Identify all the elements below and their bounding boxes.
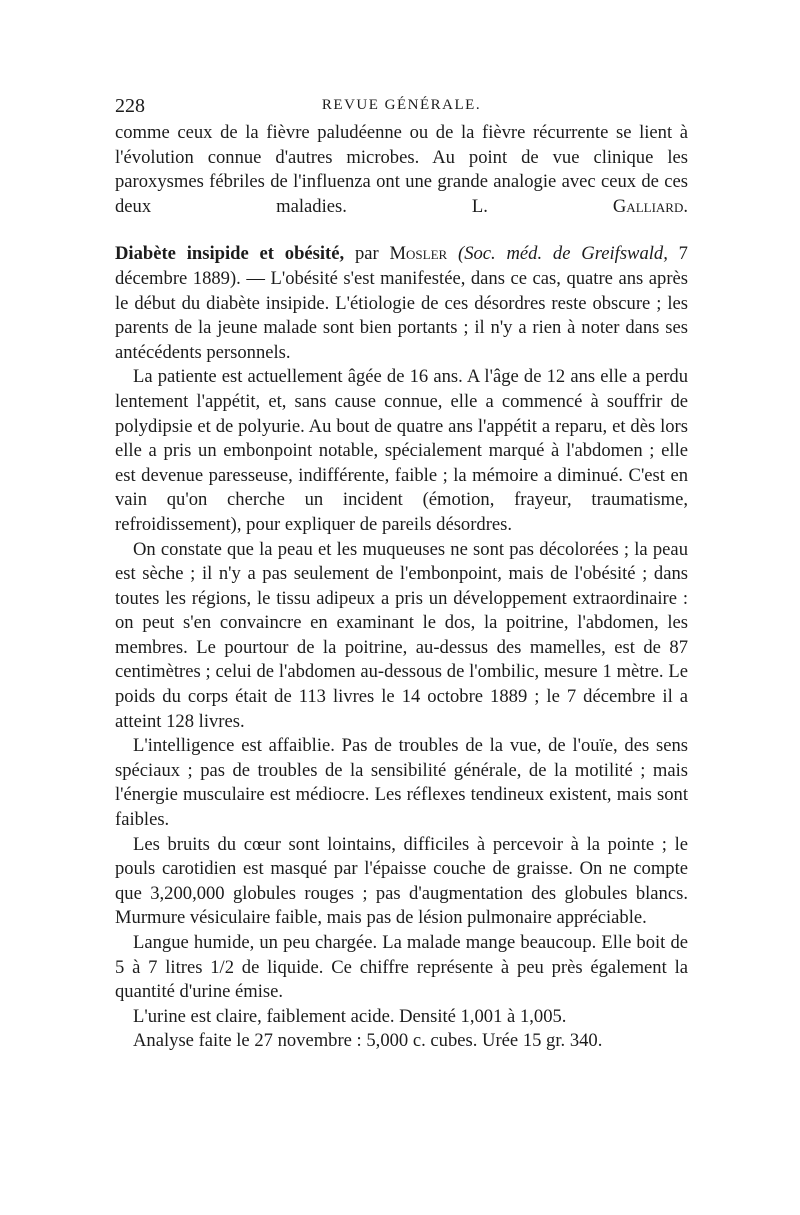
journal-title: REVUE GÉNÉRALE. [321,97,482,113]
body-paragraph: L'intelligence est affaiblie. Pas de troubles de la vue, de l'ouïe, des sens spéciaux ; pas de troubles de la sensibilité générale, de la motilité ; mais l'énergie musculaire est médiocre. Les réflexes tendineux existent, mais sont faibles. [115,735,688,831]
article-opening-paragraph [115,242,688,365]
previous-article-ending [115,121,688,219]
running-head [115,95,688,121]
article-title: Diabète insipide et obésité, [115,243,345,265]
author-prefix: par [354,243,379,265]
body-paragraph: Analyse faite le 27 novembre : 5,000 c. cubes. Urée 15 gr. 340. [133,1030,603,1052]
previous-article-text: comme ceux de la fièvre paludéenne ou de la fièvre récurrente se lient à l'évolution connue d'autres microbes. Au point de vue clinique les paroxysmes fébriles de l'influenza ont une grande analogie avec ceux de ces deux maladies. [115,122,688,217]
author-signature: L. Galliard. [471,195,688,217]
article-source: (Soc. méd. de Greifswald, [458,243,668,265]
body-paragraph: L'urine est claire, faiblement acide. Densité 1,001 à 1,005. [133,1005,567,1027]
page-number: 228 [115,95,145,117]
body-paragraph: On constate que la peau et les muqueuses ne sont pas décolorées ; la peau est sèche ; il n'y a pas seulement de l'embonpoint, mais de l'obésité ; dans toutes les régions, le tissu adipeux a pris un développement extraordinaire : on peut s'en convaincre en examinant le dos, la poitrine, l'abdomen, les membres. Le pourtour de la poitrine, au-dessus des mamelles, est de 87 centimètres ; celui de l'abdomen au-dessous de l'ombilic, mesure 1 mètre. Le poids du corps était de 113 livres le 14 octobre 1889 ; le 7 décembre il a atteint 128 livres. [115,538,688,732]
section-gap [115,219,688,242]
body-paragraph: La patiente est actuellement âgée de 16 ans. A l'âge de 12 ans elle a perdu lentement l'appétit, et, sans cause connue, elle a commencé à souffrir de polydipsie et de polyurie. Au bout de quatre ans l'appétit a reparu, et dès lors elle a pris un embonpoint notable, spécialement marqué à l'abdomen ; elle est devenue paresseuse, indifférente, faible ; la mémoire a diminué. C'est en vain qu'on cherche un incident (émotion, frayeur, traumatisme, refroidissement), pour expliquer de pareils désordres. [115,366,688,535]
body-paragraph: Langue humide, un peu chargée. La malade mange beaucoup. Elle boit de 5 à 7 litres 1/2 de liquide. Ce chiffre représente à peu près également la quantité d'urine émise. [115,932,688,1003]
body-paragraph: Les bruits du cœur sont lointains, difficiles à percevoir à la pointe ; le pouls carotidien est masqué par l'épaisse couche de graisse. On ne compte que 3,200,000 globules rouges ; pas d'augmentation des globules blancs. Murmure vésiculaire faible, mais pas de lésion pulmonaire appréciable. [115,833,688,929]
book-page [115,95,688,1054]
article-intro: 7 décembre 1889). — L'obésité s'est manifestée, dans ce cas, quatre ans après le début du diabète insipide. L'étiologie de ces désordres reste obscure ; les parents de la jeune malade sont bien portants ; il n'y a rien à noter dans ses antécédents personnels. [115,243,688,363]
article-author: Mosler [389,243,448,265]
